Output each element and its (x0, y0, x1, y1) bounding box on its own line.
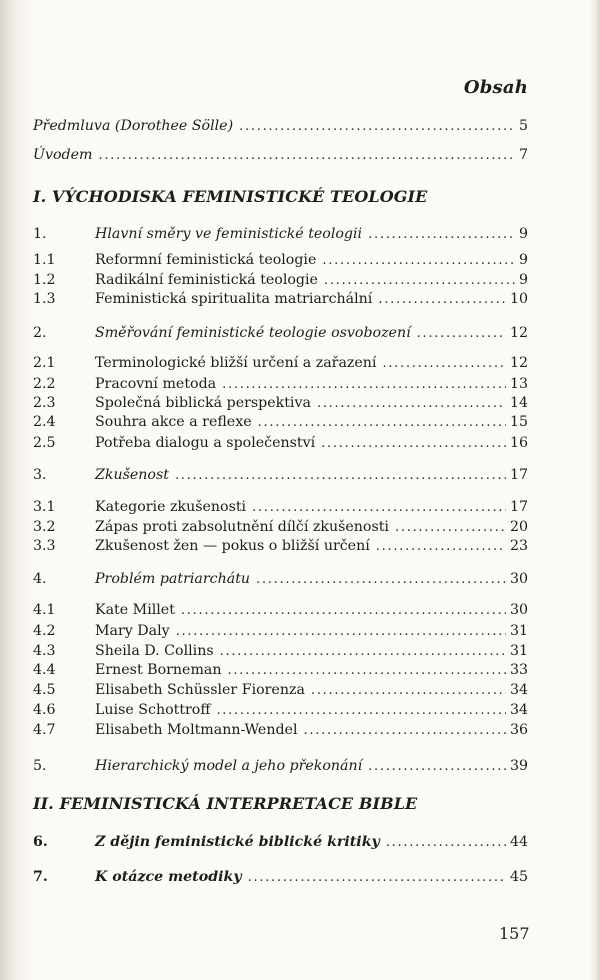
dot-leader (222, 375, 506, 395)
entry-number: 1.3 (33, 291, 56, 307)
entry-page: 44 (509, 834, 528, 850)
dot-leader (220, 642, 506, 662)
entry-number: 4.3 (33, 643, 56, 659)
entry-title: K otázce metodiky (95, 869, 242, 885)
dot-leader (322, 251, 515, 271)
entry-page: 9 (518, 252, 528, 268)
dot-leader (216, 701, 506, 721)
entry-number: 3.3 (33, 538, 56, 554)
entry-title: Reformní feministická teologie (95, 252, 317, 268)
toc-entry[interactable] (33, 832, 528, 852)
entry-page: 17 (509, 499, 528, 515)
entry-title: Hierarchický model a jeho překonání (95, 758, 363, 774)
entry-page: 30 (509, 571, 528, 587)
entry-page: 5 (518, 118, 528, 134)
toc-entry[interactable] (33, 224, 528, 244)
entry-title: Směřování feministické teologie osvobození (95, 325, 411, 341)
entry-page: 9 (518, 226, 528, 242)
entry-number: 7. (33, 869, 48, 885)
entry-number: 4.1 (33, 602, 56, 618)
entry-page: 7 (518, 147, 528, 163)
page-number: 157 (499, 924, 530, 943)
dot-leader (324, 271, 515, 291)
toc-entry[interactable] (33, 250, 528, 270)
entry-title: Zápas proti zabsolutnění dílčí zkušenosti (95, 519, 389, 535)
entry-page: 23 (509, 538, 528, 554)
entry-page: 13 (509, 376, 528, 392)
entry-title: Mary Daly (95, 623, 170, 639)
dot-leader (248, 868, 506, 888)
toc-entry[interactable] (33, 393, 528, 413)
dot-leader (239, 117, 515, 137)
entry-title: Hlavní směry ve feministické teologii (95, 226, 363, 242)
entry-page: 34 (509, 702, 528, 718)
entry-number: 4.7 (33, 722, 56, 738)
entry-number: 1. (33, 226, 47, 242)
toc-title: Obsah (463, 77, 528, 98)
dot-leader (176, 622, 506, 642)
toc-entry[interactable] (33, 867, 528, 887)
entry-title: Společná biblická perspektiva (95, 395, 311, 411)
entry-number: 2.3 (33, 395, 56, 411)
dot-leader (378, 290, 506, 310)
part-heading-1: I. VÝCHODISKA FEMINISTICKÉ TEOLOGIE (33, 187, 428, 206)
toc-entry[interactable] (33, 374, 528, 394)
entry-number: 2.2 (33, 376, 56, 392)
toc-entry[interactable] (33, 536, 528, 556)
toc-entry[interactable] (33, 289, 528, 309)
entry-page: 31 (509, 623, 528, 639)
entry-title: Kategorie zkušenosti (95, 499, 247, 515)
entry-number: 2.1 (33, 355, 56, 371)
dot-leader (382, 354, 505, 374)
toc-entry[interactable] (33, 756, 528, 776)
entry-number: 4. (33, 571, 47, 587)
toc-entry[interactable] (33, 569, 528, 589)
entry-title: Feministická spiritualita matriarchální (95, 291, 373, 307)
entry-number: 1.1 (33, 252, 56, 268)
toc-entry[interactable] (33, 720, 528, 740)
entry-page: 16 (509, 435, 528, 451)
entry-page: 14 (509, 395, 528, 411)
dot-leader (175, 466, 506, 486)
entry-number: 2.5 (33, 435, 56, 451)
entry-page: 34 (509, 682, 528, 698)
entry-title: Ernest Borneman (95, 662, 222, 678)
entry-page: 10 (509, 291, 528, 307)
toc-entry[interactable] (33, 433, 528, 453)
dot-leader (258, 413, 506, 433)
toc-entry[interactable] (33, 465, 528, 485)
toc-entry[interactable] (33, 621, 528, 641)
entry-page: 31 (509, 643, 528, 659)
dot-leader (311, 681, 506, 701)
entry-title: Problém patriarchátu (95, 571, 251, 587)
entry-page: 33 (509, 662, 528, 678)
entry-number: 2. (33, 325, 47, 341)
dot-leader (321, 434, 506, 454)
dot-leader (98, 146, 515, 166)
entry-number: 3.2 (33, 519, 56, 535)
entry-title: Sheila D. Collins (95, 643, 214, 659)
entry-page: 9 (518, 272, 528, 288)
entry-title: Potřeba dialogu a společenství (95, 435, 316, 451)
part-heading-2: II. FEMINISTICKÁ INTERPRETACE BIBLE (33, 794, 418, 813)
entry-number: 4.6 (33, 702, 56, 718)
entry-page: 15 (509, 414, 528, 430)
dot-leader (252, 498, 506, 518)
toc-entry-introduction[interactable] (33, 145, 528, 165)
entry-number: 4.4 (33, 662, 56, 678)
dot-leader (368, 757, 506, 777)
dot-leader (395, 518, 506, 538)
dot-leader (417, 324, 506, 344)
entry-title: Kate Millet (95, 602, 175, 618)
entry-number: 4.2 (33, 623, 56, 639)
entry-title: Zkušenost žen — pokus o bližší určení (95, 538, 370, 554)
entry-page: 30 (509, 602, 528, 618)
entry-title: Předmluva (Dorothee Sölle) (33, 118, 234, 134)
entry-page: 45 (509, 869, 528, 885)
dot-leader (317, 394, 506, 414)
entry-title: Radikální feministická teologie (95, 272, 318, 288)
toc-entry[interactable] (33, 600, 528, 620)
toc-entry[interactable] (33, 353, 528, 373)
toc-entry[interactable] (33, 412, 528, 432)
toc-entry[interactable] (33, 517, 528, 537)
entry-title: Zkušenost (95, 467, 169, 483)
dot-leader (303, 721, 505, 741)
toc-entry[interactable] (33, 323, 528, 343)
dot-leader (376, 537, 506, 557)
entry-page: 39 (509, 758, 528, 774)
entry-page: 12 (509, 355, 528, 371)
entry-number: 3.1 (33, 499, 56, 515)
entry-number: 2.4 (33, 414, 56, 430)
entry-number: 5. (33, 758, 47, 774)
dot-leader (368, 225, 515, 245)
entry-title: Elisabeth Schüssler Fiorenza (95, 682, 305, 698)
toc-entry[interactable] (33, 680, 528, 700)
entry-page: 17 (509, 467, 528, 483)
entry-title: Luise Schottroff (95, 702, 211, 718)
entry-title: Úvodem (33, 147, 93, 163)
entry-page: 12 (509, 325, 528, 341)
entry-title: Elisabeth Moltmann-Wendel (95, 722, 298, 738)
entry-number: 3. (33, 467, 47, 483)
entry-number: 1.2 (33, 272, 56, 288)
toc-entry[interactable] (33, 497, 528, 517)
dot-leader (386, 833, 506, 853)
entry-title: Pracovní metoda (95, 376, 217, 392)
dot-leader (256, 570, 506, 590)
entry-number: 6. (33, 834, 48, 850)
toc-entry[interactable] (33, 660, 528, 680)
toc-entry[interactable] (33, 270, 528, 290)
entry-title: Terminologické bližší určení a zařazení (95, 355, 377, 371)
toc-entry[interactable] (33, 700, 528, 720)
entry-page: 36 (509, 722, 528, 738)
toc-entry[interactable] (33, 641, 528, 661)
entry-title: Z dějin feministické biblické kritiky (95, 834, 380, 850)
entry-title: Souhra akce a reflexe (95, 414, 252, 430)
dot-leader (228, 661, 506, 681)
dot-leader (181, 601, 506, 621)
entry-page: 20 (509, 519, 528, 535)
entry-number: 4.5 (33, 682, 56, 698)
toc-entry-preface[interactable] (33, 116, 528, 136)
